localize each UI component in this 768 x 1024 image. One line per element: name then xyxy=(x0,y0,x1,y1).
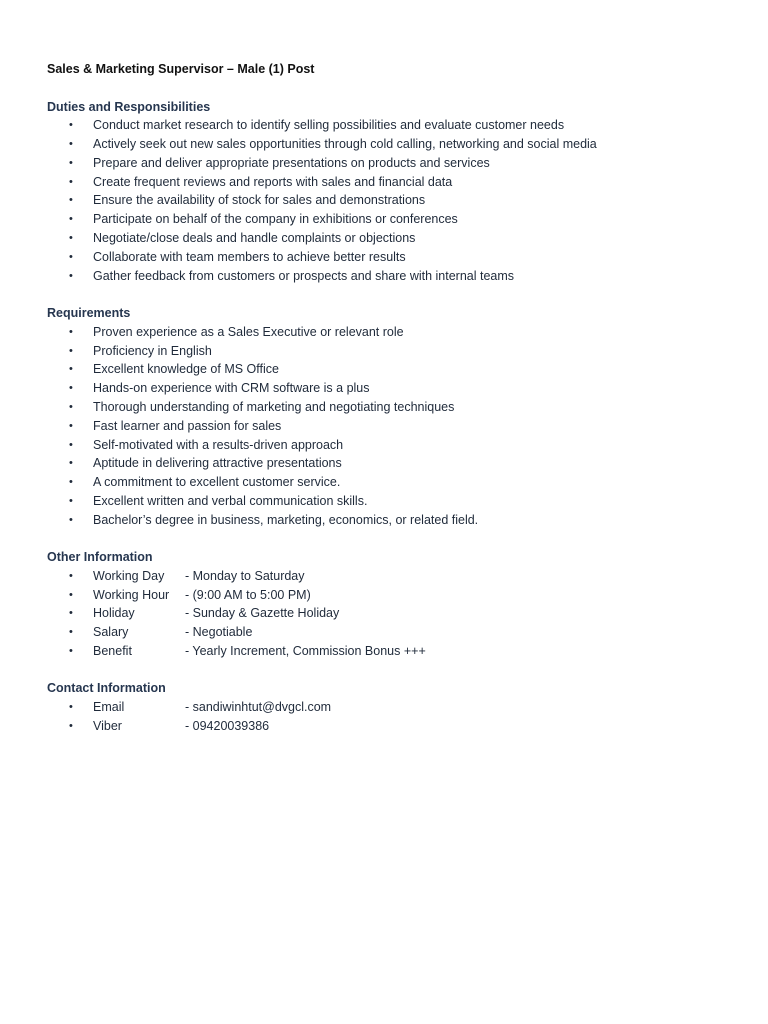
list-item xyxy=(47,342,737,361)
list-item xyxy=(47,717,737,736)
bullet-icon: • xyxy=(69,344,73,357)
list-item xyxy=(47,398,737,417)
bullet-icon: • xyxy=(69,438,73,451)
requirements-section xyxy=(47,304,737,530)
contact-viber: - 09420039386 xyxy=(185,718,270,733)
requirement-text: Self-motivated with a results-driven approach xyxy=(93,437,344,452)
requirements-list xyxy=(47,323,737,530)
bullet-icon: • xyxy=(69,513,73,526)
requirement-text: Proficiency in English xyxy=(93,343,212,358)
contact-label: Email xyxy=(93,700,125,715)
duty-text: Participate on behalf of the company in exhibitions or conferences xyxy=(93,212,458,227)
bullet-icon: • xyxy=(69,194,73,207)
bullet-icon: • xyxy=(69,476,73,489)
duty-text: Actively seek out new sales opportunities through cold calling, networking and social media xyxy=(93,137,597,152)
list-item xyxy=(47,698,737,717)
bullet-icon: • xyxy=(69,719,73,732)
bullet-icon: • xyxy=(69,382,73,395)
requirement-text: Aptitude in delivering attractive presentations xyxy=(93,456,342,471)
info-label: Working Hour xyxy=(93,587,170,602)
bullet-icon: • xyxy=(69,494,73,507)
list-item xyxy=(47,454,737,473)
contact-email: - sandiwinhtut@dvgcl.com xyxy=(185,700,332,715)
info-value: - (9:00 AM to 5:00 PM) xyxy=(185,587,311,602)
list-item xyxy=(47,323,737,342)
list-item xyxy=(47,604,737,623)
list-item xyxy=(47,623,737,642)
document-page xyxy=(47,60,737,736)
info-label: Salary xyxy=(93,625,129,640)
list-item xyxy=(47,642,737,661)
bullet-icon: • xyxy=(69,119,73,132)
bullet-icon: • xyxy=(69,457,73,470)
list-item xyxy=(47,360,737,379)
list-item xyxy=(47,229,737,248)
bullet-icon: • xyxy=(69,138,73,151)
document-title: Sales & Marketing Supervisor – Male (1) Post xyxy=(47,62,315,76)
duty-text: Prepare and deliver appropriate presentations on products and services xyxy=(93,155,490,170)
info-value: - Yearly Increment, Commission Bonus +++ xyxy=(185,644,426,659)
requirement-text: Thorough understanding of marketing and negotiating techniques xyxy=(93,399,455,414)
info-value: - Monday to Saturday xyxy=(185,568,305,583)
contact-information-section xyxy=(47,679,737,735)
bullet-icon: • xyxy=(69,232,73,245)
info-label: Holiday xyxy=(93,606,135,621)
other-information-heading: Other Information xyxy=(47,550,153,565)
requirement-text: Proven experience as a Sales Executive or relevant role xyxy=(93,324,404,339)
list-item xyxy=(47,567,737,586)
duty-text: Create frequent reviews and reports with sales and financial data xyxy=(93,174,453,189)
contact-information-list xyxy=(47,698,737,736)
duties-list xyxy=(47,116,737,285)
bullet-icon: • xyxy=(69,363,73,376)
requirement-text: Bachelor’s degree in business, marketing, economics, or related field. xyxy=(93,512,479,527)
duty-text: Conduct market research to identify selling possibilities and evaluate customer needs xyxy=(93,118,565,133)
bullet-icon: • xyxy=(69,701,73,714)
bullet-icon: • xyxy=(69,175,73,188)
duties-heading: Duties and Responsibilities xyxy=(47,99,211,114)
bullet-icon: • xyxy=(69,325,73,338)
list-item xyxy=(47,492,737,511)
list-item xyxy=(47,248,737,267)
bullet-icon: • xyxy=(69,645,73,658)
list-item xyxy=(47,511,737,530)
requirement-text: Excellent written and verbal communication skills. xyxy=(93,493,368,508)
info-label: Benefit xyxy=(93,644,132,659)
duties-section xyxy=(47,98,737,286)
other-information-list xyxy=(47,567,737,661)
info-label: Working Day xyxy=(93,568,165,583)
requirement-text: A commitment to excellent customer service. xyxy=(93,475,341,490)
info-value: - Negotiable xyxy=(185,625,253,640)
bullet-icon: • xyxy=(69,419,73,432)
list-item xyxy=(47,473,737,492)
list-item xyxy=(47,210,737,229)
list-item xyxy=(47,173,737,192)
requirement-text: Excellent knowledge of MS Office xyxy=(93,362,279,377)
list-item xyxy=(47,191,737,210)
list-item xyxy=(47,586,737,605)
list-item xyxy=(47,417,737,436)
duty-text: Gather feedback from customers or prospects and share with internal teams xyxy=(93,268,515,283)
duty-text: Ensure the availability of stock for sales and demonstrations xyxy=(93,193,426,208)
bullet-icon: • xyxy=(69,213,73,226)
duty-text: Collaborate with team members to achieve better results xyxy=(93,249,406,264)
duty-text: Negotiate/close deals and handle complaints or objections xyxy=(93,231,416,246)
other-information-section xyxy=(47,548,737,661)
list-item xyxy=(47,379,737,398)
list-item xyxy=(47,116,737,135)
bullet-icon: • xyxy=(69,156,73,169)
contact-information-heading: Contact Information xyxy=(47,681,166,696)
bullet-icon: • xyxy=(69,269,73,282)
list-item xyxy=(47,154,737,173)
list-item xyxy=(47,135,737,154)
list-item xyxy=(47,436,737,455)
bullet-icon: • xyxy=(69,626,73,639)
bullet-icon: • xyxy=(69,607,73,620)
requirement-text: Fast learner and passion for sales xyxy=(93,418,282,433)
requirements-heading: Requirements xyxy=(47,305,131,320)
bullet-icon: • xyxy=(69,569,73,582)
bullet-icon: • xyxy=(69,250,73,263)
info-value: - Sunday & Gazette Holiday xyxy=(185,606,340,621)
list-item xyxy=(47,267,737,286)
requirement-text: Hands-on experience with CRM software is a plus xyxy=(93,381,370,396)
bullet-icon: • xyxy=(69,400,73,413)
contact-label: Viber xyxy=(93,718,122,733)
bullet-icon: • xyxy=(69,588,73,601)
